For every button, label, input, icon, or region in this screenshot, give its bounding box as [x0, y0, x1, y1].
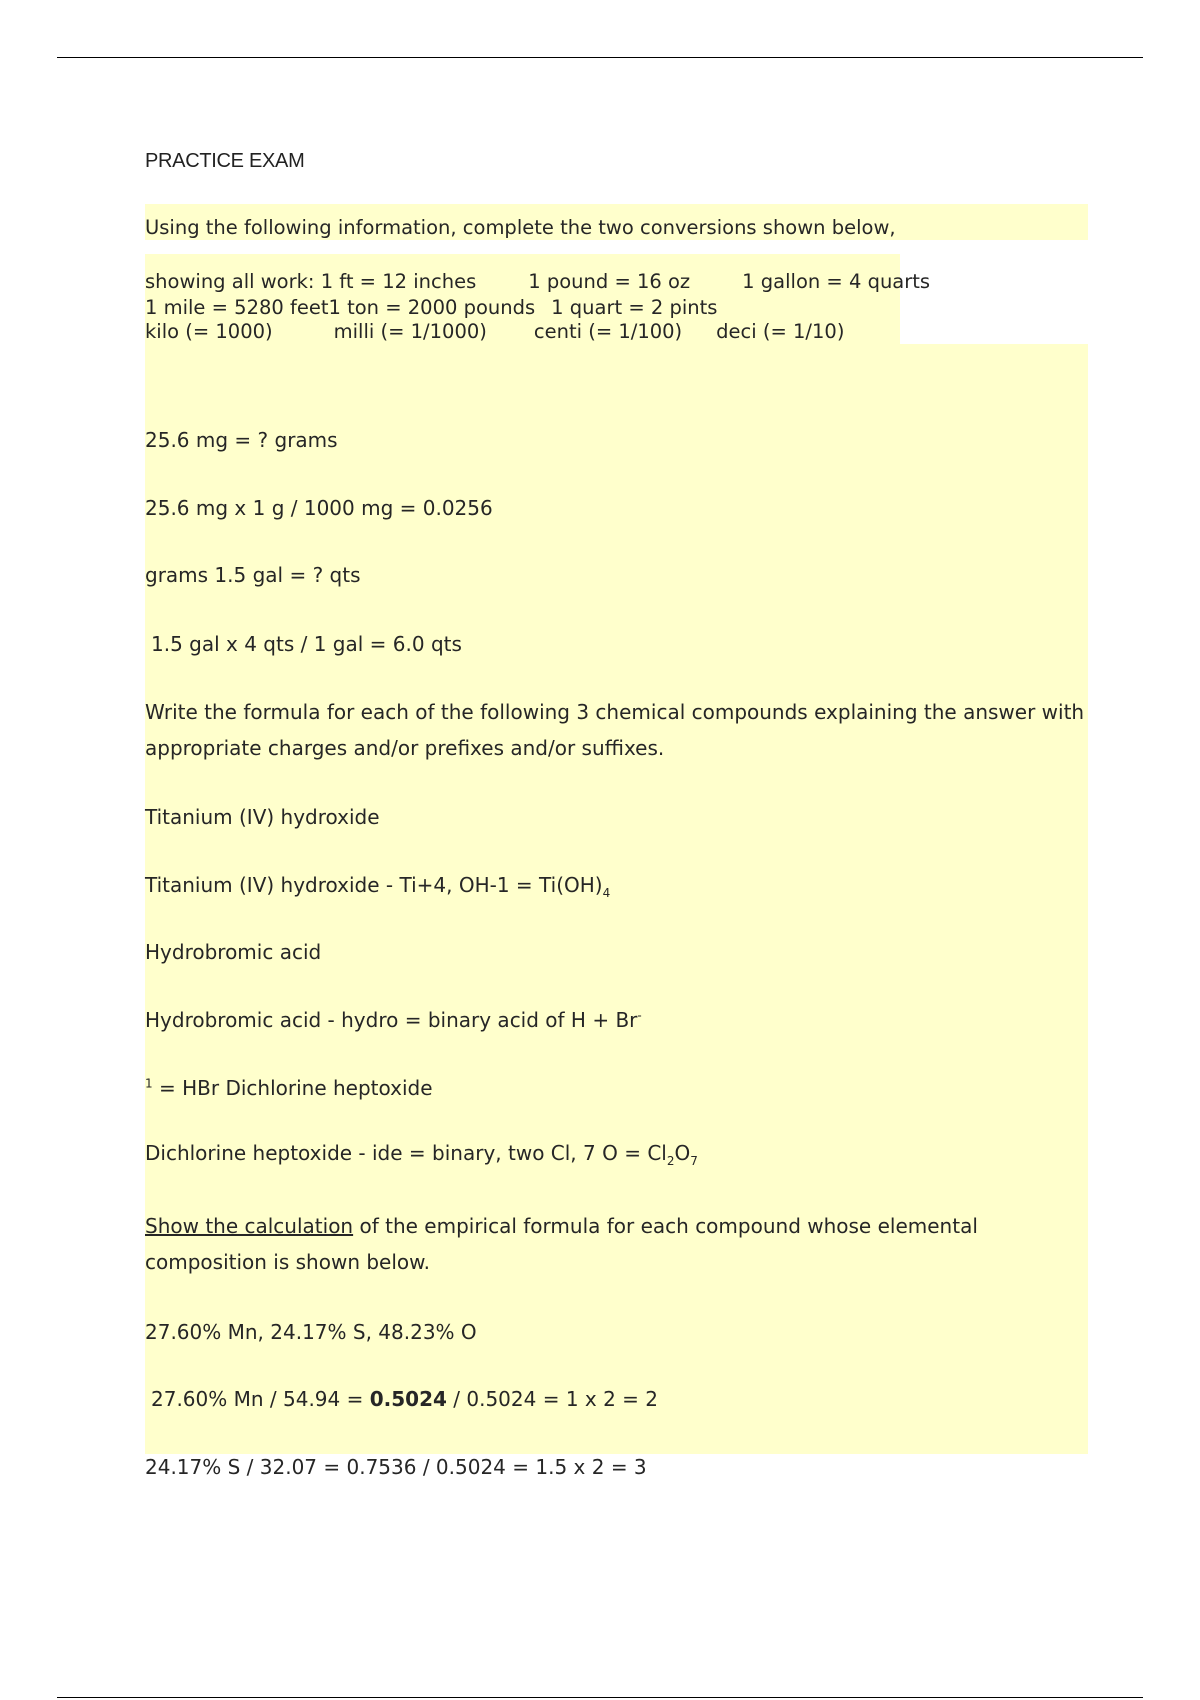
empirical-prompt-rest: of the empirical formula for each compound whose elemental composition is shown below.: [145, 1214, 978, 1274]
unit-mile-ton: 1 mile = 5280 feet1 ton = 2000 pounds: [145, 296, 536, 319]
page-title: PRACTICE EXAM: [145, 150, 305, 172]
compound-1-subscript: 4: [602, 886, 611, 900]
prefix-centi: centi (= 1/100): [533, 320, 683, 343]
prefix-milli: milli (= 1/1000): [333, 320, 487, 343]
empirical-prompt-underlined: Show the calculation: [145, 1214, 354, 1238]
intro-line-4: [145, 320, 844, 344]
compound-3-oxygen: O: [674, 1141, 691, 1165]
empirical-prompt: [145, 1208, 1090, 1280]
empirical-s-line: 24.17% S / 32.07 = 0.7536 / 0.5024 = 1.5 x 2 = 3: [145, 1455, 647, 1479]
intro-line-1: Using the following information, complete the two conversions shown below,: [145, 216, 896, 239]
formula-prompt: Write the formula for each of the following 3 chemical compounds explaining the answer with appropriate charges and/or prefixes and/or suffixes.: [145, 700, 1085, 760]
intro-line-2: [145, 270, 930, 294]
empirical-mn-text: 27.60% Mn / 54.94 =: [151, 1387, 370, 1411]
prefix-kilo: kilo (= 1000): [145, 320, 273, 343]
empirical-mn-rest: / 0.5024 = 1 x 2 = 2: [446, 1387, 659, 1411]
conversion-answer-1: 25.6 mg x 1 g / 1000 mg = 0.0256: [145, 496, 493, 520]
compound-3-subscript-cl: 2: [666, 1154, 675, 1168]
compound-2-continued-text: = HBr Dichlorine heptoxide: [152, 1076, 433, 1100]
compound-3-answer: [145, 1141, 698, 1168]
compound-2-answer-text: Hydrobromic acid - hydro = binary acid of H + Br: [145, 1008, 638, 1032]
compound-3-answer-text: Dichlorine heptoxide - ide = binary, two Cl, 7 O = Cl: [145, 1141, 667, 1165]
compound-2-answer-continued: [145, 1076, 433, 1100]
compound-1-answer: [145, 873, 611, 900]
conversion-question-1: 25.6 mg = ? grams: [145, 428, 338, 452]
unit-gallon: 1 gallon = 4 quarts: [742, 270, 931, 293]
prefix-deci: deci (= 1/10): [716, 320, 845, 343]
unit-quart: 1 quart = 2 pints: [551, 296, 718, 319]
compound-2-charge: 1: [145, 1076, 153, 1091]
compound-1: Titanium (IV) hydroxide: [145, 805, 380, 829]
conversion-answer-2: 1.5 gal x 4 qts / 1 gal = 6.0 qts: [151, 632, 462, 656]
intro-line-3: [145, 296, 717, 320]
empirical-composition: 27.60% Mn, 24.17% S, 48.23% O: [145, 1320, 477, 1344]
top-rule: [57, 57, 1143, 58]
compound-2-superscript: -: [637, 1008, 642, 1023]
empirical-mn-bold: 0.5024: [369, 1387, 447, 1411]
compound-2: Hydrobromic acid: [145, 940, 322, 964]
compound-3-subscript-o: 7: [690, 1154, 698, 1168]
unit-pound: 1 pound = 16 oz: [528, 270, 691, 293]
empirical-mn-line: [151, 1387, 658, 1411]
bottom-rule: [57, 1697, 1143, 1698]
compound-2-answer: [145, 1008, 642, 1032]
unit-ft: showing all work: 1 ft = 12 inches: [145, 270, 477, 293]
compound-1-answer-text: Titanium (IV) hydroxide - Ti+4, OH-1 = Ti(OH): [145, 873, 603, 897]
conversion-question-2: grams 1.5 gal = ? qts: [145, 563, 361, 587]
